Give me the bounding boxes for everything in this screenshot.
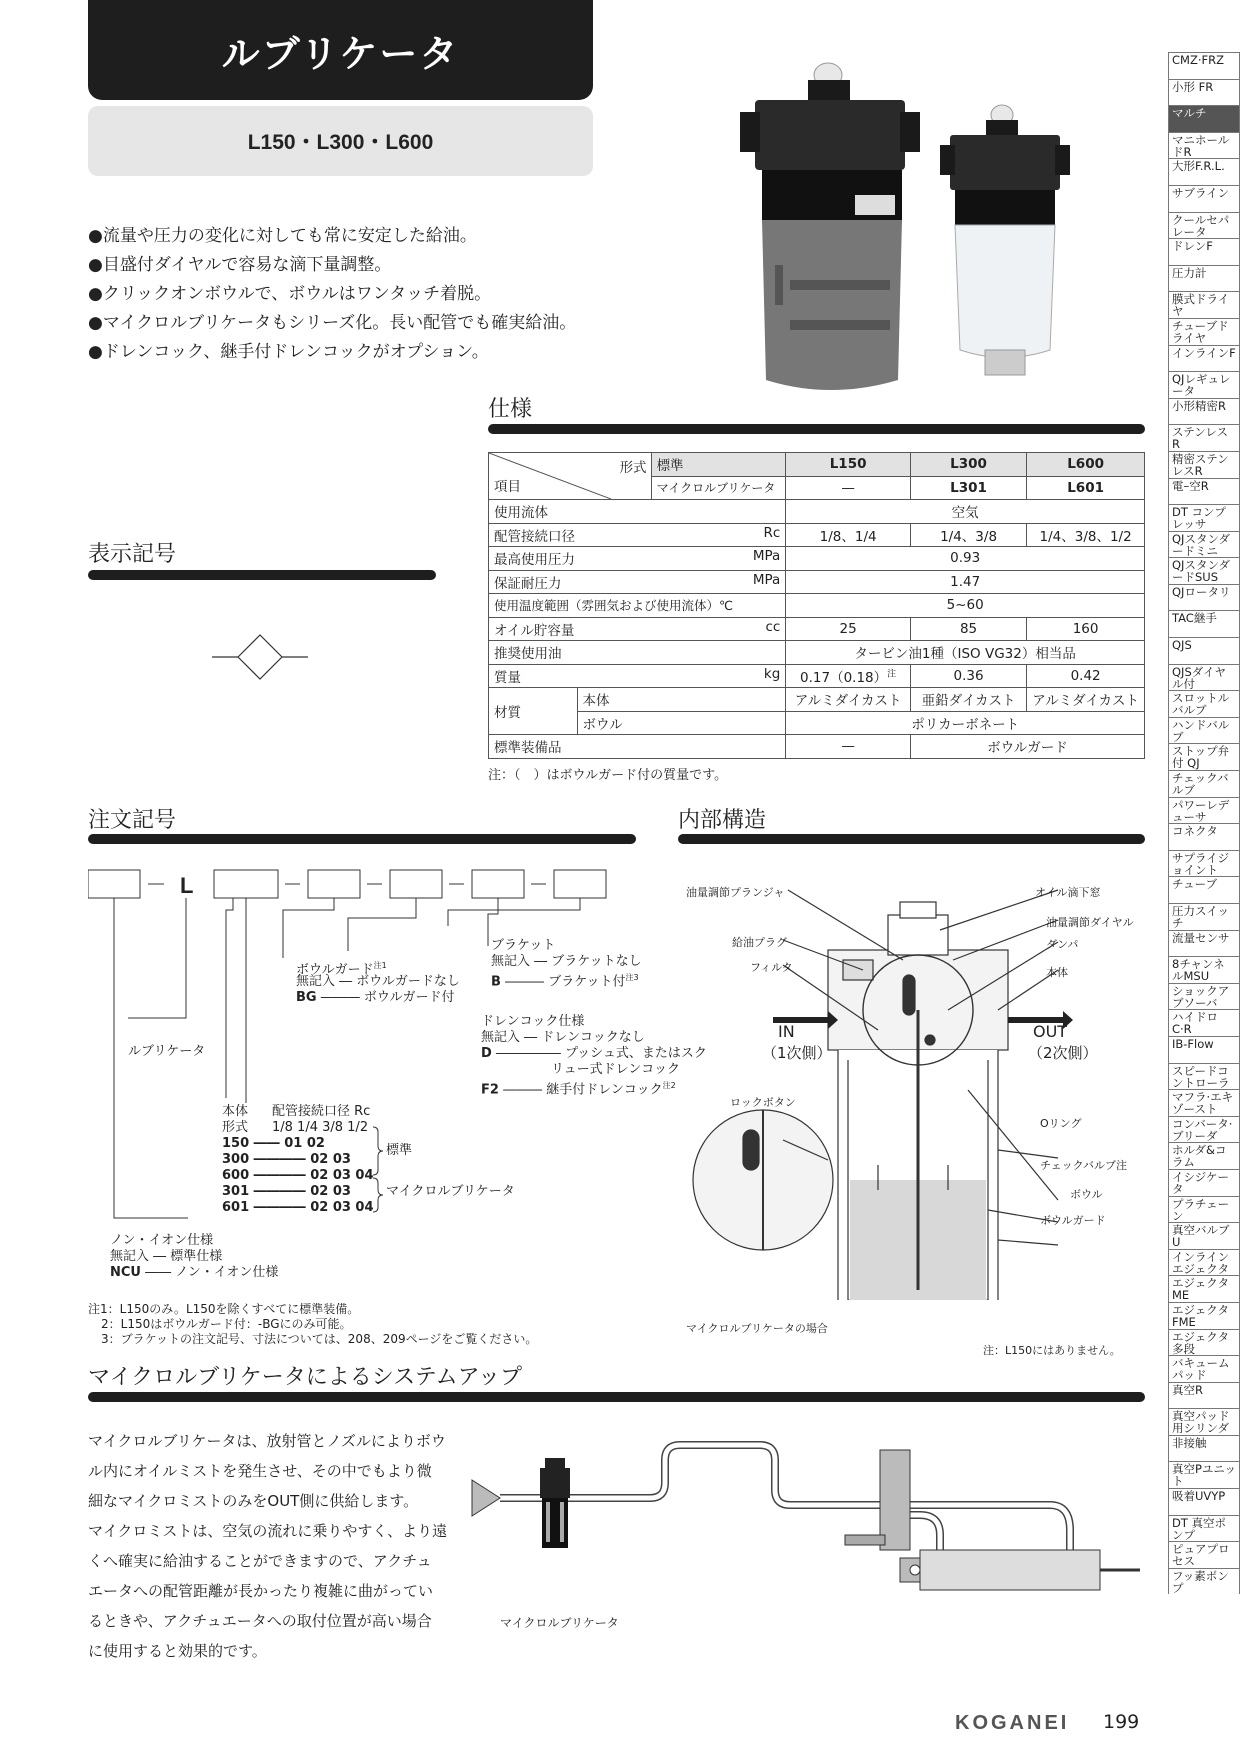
mass-note-mark: 注 bbox=[887, 669, 897, 680]
drain-none-key: 無記入 bbox=[481, 1030, 521, 1045]
model-l300: L300 bbox=[910, 453, 1026, 477]
side-index-tab[interactable]: ハンドバルブ bbox=[1168, 717, 1240, 744]
spec-corner-cell bbox=[489, 453, 652, 500]
oil-capacity-label: オイル貯容量 bbox=[494, 622, 575, 639]
bracket-title: ブラケット bbox=[491, 938, 556, 953]
system-text-line: マイクロルブリケータは、放射管とノズルによりボウ bbox=[88, 1432, 446, 1450]
side-index-tab[interactable]: ハイドロC·R bbox=[1168, 1009, 1240, 1036]
nonion-none-key: 無記入 bbox=[110, 1249, 150, 1264]
order-note: 2：L150はボウルガード付：-BGにのみ可能。 bbox=[101, 1317, 352, 1331]
lubricator-symbol bbox=[210, 625, 310, 695]
side-index-tab[interactable]: エジェクタFME bbox=[1168, 1302, 1240, 1329]
side-index-tab[interactable]: パワーレデューサ bbox=[1168, 797, 1240, 824]
row-301: 301 ―――― 02 03 bbox=[222, 1184, 351, 1199]
label-micro-case: マイクロルブリケータの場合 bbox=[686, 1322, 828, 1335]
side-index-tab[interactable]: マフラ·エキゾースト bbox=[1168, 1089, 1240, 1116]
side-index-tab[interactable]: ホルダ&コラム bbox=[1168, 1142, 1240, 1169]
mass-label: 質量 bbox=[494, 669, 521, 686]
side-index-tab[interactable]: チェックバルブ bbox=[1168, 770, 1240, 797]
side-index-tab[interactable]: コンバータ·ブリーダ bbox=[1168, 1116, 1240, 1143]
order-code-text bbox=[88, 868, 707, 1298]
page-number: 199 bbox=[1103, 1711, 1140, 1733]
lubricator-small-image bbox=[940, 105, 1070, 375]
std-equip-label: 標準装備品 bbox=[489, 735, 786, 759]
material-body-label: 本体 bbox=[577, 688, 786, 712]
lubricator-large-image bbox=[740, 63, 920, 390]
fluid-value: 空気 bbox=[786, 500, 1145, 524]
side-index-tab[interactable]: エジェクタ多段 bbox=[1168, 1329, 1240, 1356]
nonion-none-val: 標準仕様 bbox=[170, 1249, 223, 1264]
page-title: ルブリケータ bbox=[88, 0, 593, 100]
guard-none-key: 無記入 bbox=[296, 974, 336, 989]
label-window: オイル滴下窓 bbox=[1035, 886, 1101, 899]
row-300: 300 ―――― 02 03 bbox=[222, 1152, 351, 1167]
max-pressure-value: 0.93 bbox=[786, 547, 1145, 571]
label-lock: ロックボタン bbox=[730, 1096, 796, 1109]
oil-capacity-cell bbox=[489, 617, 786, 641]
row-600-model: 600 bbox=[222, 1168, 250, 1183]
row-300-ports: 02 03 bbox=[310, 1152, 351, 1167]
side-index-tab[interactable]: ドレンF bbox=[1168, 238, 1240, 265]
oil-capacity-l300: 85 bbox=[910, 617, 1026, 641]
side-index-tab[interactable]: CMZ·FRZ bbox=[1168, 52, 1240, 79]
guard-bg-key: BG bbox=[296, 990, 317, 1005]
row-150: 150 ―― 01 02 bbox=[222, 1136, 325, 1151]
side-index-tab[interactable]: QJスタンダードミニ bbox=[1168, 531, 1240, 558]
side-index bbox=[1168, 52, 1240, 1594]
drain-f2: F2 ――― 継手付ドレンコック$^{注2}$ bbox=[481, 1081, 676, 1098]
port-l150: 1/8、1/4 bbox=[786, 523, 911, 547]
max-pressure-label: 最高使用圧力 bbox=[494, 552, 575, 569]
system-heading: マイクロルブリケータによるシステムアップ bbox=[88, 1365, 523, 1390]
side-index-tab[interactable]: ショックアブソーバ bbox=[1168, 983, 1240, 1010]
order-heading: 注文記号 bbox=[88, 808, 177, 833]
side-index-tab[interactable]: 真空パッド用シリンダ bbox=[1168, 1408, 1240, 1435]
drain-f2-val: 継手付ドレンコック bbox=[546, 1082, 663, 1098]
side-index-tab[interactable]: サブライン bbox=[1168, 185, 1240, 212]
mass-l150-value: 0.17（0.18） bbox=[800, 669, 888, 686]
bracket-none: 無記入 ― ブラケットなし bbox=[491, 954, 642, 969]
label-bowl: ボウル bbox=[1070, 1188, 1103, 1201]
side-index-tab[interactable]: 小形 FR bbox=[1168, 79, 1240, 106]
port-unit: Rc bbox=[763, 524, 781, 541]
bracket-none-val: ブラケットなし bbox=[551, 954, 642, 969]
body-hdr: 本体 bbox=[222, 1104, 249, 1119]
structure-labels bbox=[678, 860, 1145, 1357]
row-601: 601 ―――― 02 03 04 bbox=[222, 1200, 374, 1215]
label-damper: ダンパ bbox=[1046, 938, 1079, 951]
system-text-line: エータへの配管距離が長かったり複雑に曲がってい bbox=[88, 1582, 434, 1600]
side-index-tab[interactable]: 膜式ドライヤ bbox=[1168, 291, 1240, 318]
system-text-line: ル内にオイルミストを発生させ、その中でもより微 bbox=[88, 1462, 432, 1480]
side-index-tab[interactable]: 真空バルブU bbox=[1168, 1222, 1240, 1249]
port-sizes: 1/8 1/4 3/8 1/2 bbox=[272, 1120, 369, 1135]
bracket-none-key: 無記入 bbox=[491, 954, 531, 969]
side-index-tab[interactable]: 非接触 bbox=[1168, 1435, 1240, 1462]
guard-none-val: ボウルガードなし bbox=[356, 974, 460, 989]
row-601-model: 601 bbox=[222, 1200, 250, 1215]
side-index-tab[interactable]: 圧力スイッチ bbox=[1168, 903, 1240, 930]
drain-none: 無記入 ― ドレンコックなし bbox=[481, 1030, 645, 1045]
row-150-ports: 01 02 bbox=[284, 1136, 325, 1151]
mass-l300: 0.36 bbox=[910, 664, 1026, 688]
material-label: 材質 bbox=[489, 688, 578, 735]
label-in: IN bbox=[778, 1022, 795, 1041]
material-body-l600: アルミダイカスト bbox=[1027, 688, 1145, 712]
structure-heading-bar bbox=[678, 834, 1145, 844]
label-check: チェックバルブ注 bbox=[1040, 1159, 1128, 1172]
side-index-tab[interactable]: バキュームパッド bbox=[1168, 1355, 1240, 1382]
order-heading-bar bbox=[88, 834, 636, 844]
mass-l600: 0.42 bbox=[1027, 664, 1145, 688]
model-subtitle: L150・L300・L600 bbox=[88, 106, 593, 176]
max-pressure-cell bbox=[489, 547, 786, 571]
order-letter-l: L bbox=[180, 873, 194, 898]
hdr-standard: 標準 bbox=[651, 453, 786, 477]
side-index-tab[interactable]: マニホールドR bbox=[1168, 132, 1240, 159]
brand-logo: KOGANEI bbox=[955, 1712, 1070, 1734]
proof-pressure-unit: MPa bbox=[752, 571, 781, 588]
side-index-tab[interactable]: TAC継手 bbox=[1168, 610, 1240, 637]
side-index-tab[interactable]: QJS bbox=[1168, 637, 1240, 664]
temp-label: 使用温度範囲（雰囲気および使用流体）℃ bbox=[489, 594, 786, 618]
oil-value: タービン油1種（ISO VG32）相当品 bbox=[786, 641, 1145, 665]
side-index-tab[interactable]: スロットルバルブ bbox=[1168, 690, 1240, 717]
system-text-line: に使用すると効果的です。 bbox=[88, 1642, 267, 1660]
micro-l150: — bbox=[786, 476, 911, 500]
proof-pressure-cell bbox=[489, 570, 786, 594]
side-index-tab[interactable]: コネクタ bbox=[1168, 823, 1240, 850]
side-index-tab[interactable]: フッ素ポンプ bbox=[1168, 1568, 1240, 1595]
side-index-tab[interactable]: インラインF bbox=[1168, 345, 1240, 372]
feature-item: ●目盛付ダイヤルで容易な滴下量調整。 bbox=[88, 255, 392, 275]
side-index-tab[interactable]: 電–空R bbox=[1168, 478, 1240, 505]
label-in2: （1次側） bbox=[762, 1044, 832, 1062]
feature-item: ●ドレンコック、継手付ドレンコックがオプション。 bbox=[88, 342, 489, 362]
label-filter: フィルタ bbox=[750, 961, 793, 974]
drain-d: D ――――― プッシュ式、またはスク bbox=[481, 1046, 707, 1061]
micro-l301: L301 bbox=[910, 476, 1026, 500]
row-600: 600 ―――― 02 03 04 bbox=[222, 1168, 374, 1183]
port-label-cell bbox=[489, 523, 786, 547]
proof-pressure-label: 保証耐圧力 bbox=[494, 575, 562, 592]
material-body-l150: アルミダイカスト bbox=[786, 688, 911, 712]
spec-table bbox=[488, 452, 1145, 759]
model-l150: L150 bbox=[786, 453, 911, 477]
system-diagram bbox=[470, 1440, 1160, 1610]
drain-title: ドレンコック仕様 bbox=[481, 1014, 585, 1029]
mass-unit: kg bbox=[763, 665, 781, 682]
side-index-tab[interactable]: ストップ弁付 QJ bbox=[1168, 743, 1240, 770]
side-index-tab[interactable]: 流量センサ bbox=[1168, 930, 1240, 957]
nonion-ncu-key: NCU bbox=[110, 1265, 141, 1280]
port-l300: 1/4、3/8 bbox=[910, 523, 1026, 547]
drain-f2-key: F2 bbox=[481, 1082, 499, 1098]
side-index-tab[interactable]: 大形F.R.L. bbox=[1168, 158, 1240, 185]
drain-none-val: ドレンコックなし bbox=[541, 1030, 645, 1045]
lubricator-label: ルブリケータ bbox=[128, 1044, 206, 1059]
model-l600: L600 bbox=[1027, 453, 1145, 477]
spec-heading: 仕様 bbox=[488, 397, 533, 422]
material-body-l300: 亜鉛ダイカスト bbox=[910, 688, 1026, 712]
system-heading-bar bbox=[88, 1392, 1145, 1402]
structure-heading: 内部構造 bbox=[678, 808, 767, 833]
row-301-ports: 02 03 bbox=[310, 1184, 351, 1199]
label-plug: 給油プラグ bbox=[732, 936, 787, 949]
side-index-tab[interactable]: 真空Pユニット bbox=[1168, 1461, 1240, 1488]
order-notes bbox=[88, 1302, 648, 1347]
side-index-tab[interactable]: 真空R bbox=[1168, 1382, 1240, 1409]
side-index-tab[interactable]: クールセパレータ bbox=[1168, 212, 1240, 239]
row-301-model: 301 bbox=[222, 1184, 250, 1199]
side-index-tab[interactable]: DT コンプレッサ bbox=[1168, 504, 1240, 531]
label-out: OUT bbox=[1033, 1022, 1068, 1041]
drain-d-val1: プッシュ式、またはスク bbox=[565, 1046, 707, 1061]
proof-pressure-value: 1.47 bbox=[786, 570, 1145, 594]
std-label: 標準 bbox=[386, 1143, 413, 1158]
side-index-tab[interactable]: インラインエジェクタ bbox=[1168, 1249, 1240, 1276]
std-equip-l150: — bbox=[786, 735, 911, 759]
micro-lubricator-image bbox=[540, 1458, 570, 1548]
side-index-tab[interactable]: マルチ bbox=[1168, 105, 1240, 132]
side-index-tab[interactable]: スピードコントローラ bbox=[1168, 1063, 1240, 1090]
side-index-tab[interactable]: 吸着UVYP bbox=[1168, 1488, 1240, 1515]
body-hdr2: 形式 bbox=[222, 1120, 249, 1135]
nonion-none: 無記入 ― 標準仕様 bbox=[110, 1249, 223, 1264]
guard-title-note: 注1 bbox=[373, 961, 387, 970]
material-bowl-value: ポリカーボネート bbox=[786, 711, 1145, 735]
system-text-line: くへ確実に給油することができますので、アクチュ bbox=[88, 1552, 432, 1570]
bracket-b: B ――― ブラケット付$^{注3}$ bbox=[491, 973, 639, 990]
hdr-micro: マイクロルブリケータ bbox=[651, 476, 786, 500]
oil-capacity-l600: 160 bbox=[1027, 617, 1145, 641]
system-text-line: マイクロミストは、空気の流れに乗りやすく、より遠 bbox=[88, 1522, 448, 1540]
label-plunger: 油量調節プランジャ bbox=[686, 886, 785, 899]
system-text-line: るときや、アクチュエータへの取付位置が高い場合 bbox=[88, 1612, 432, 1630]
mass-l150 bbox=[786, 664, 911, 688]
side-index-tab[interactable]: サプライジョイント bbox=[1168, 850, 1240, 877]
nonion-ncu-val: ノン・イオン仕様 bbox=[175, 1265, 279, 1280]
port-l600: 1/4、3/8、1/2 bbox=[1027, 523, 1145, 547]
bracket-b-key: B bbox=[491, 974, 501, 990]
drain-d-key: D bbox=[481, 1046, 492, 1061]
guard-none: 無記入 ― ボウルガードなし bbox=[296, 974, 460, 989]
label-body: 本体 bbox=[1046, 966, 1068, 979]
nonion-title: ノン・イオン仕様 bbox=[110, 1233, 214, 1248]
feature-item: ●マイクロルブリケータもシリーズ化。長い配管でも確実給油。 bbox=[88, 313, 577, 333]
side-index-tab[interactable]: ピュアプロセス bbox=[1168, 1541, 1240, 1568]
std-equip-others: ボウルガード bbox=[910, 735, 1144, 759]
side-index-tab[interactable]: QJSダイヤル付 bbox=[1168, 664, 1240, 691]
oil-label: 推奨使用油 bbox=[489, 641, 786, 665]
label-oring: Oリング bbox=[1040, 1117, 1082, 1130]
max-pressure-unit: MPa bbox=[752, 548, 781, 565]
side-index-tab[interactable]: チューブドライヤ bbox=[1168, 318, 1240, 345]
oil-capacity-unit: cc bbox=[765, 618, 781, 635]
spec-note: 注：（ ）はボウルガード付の質量です。 bbox=[488, 768, 728, 783]
side-index-tab[interactable]: DT 真空ポンプ bbox=[1168, 1515, 1240, 1542]
row-600-ports: 02 03 04 bbox=[310, 1168, 374, 1183]
guard-bg-val: ボウルガード付 bbox=[363, 990, 455, 1005]
label-structure-note: 注：L150にはありません。 bbox=[983, 1344, 1121, 1357]
label-dial: 油量調節ダイヤル bbox=[1046, 916, 1134, 929]
side-index-tab[interactable]: エジェクタME bbox=[1168, 1275, 1240, 1302]
bracket-b-val: ブラケット付 bbox=[548, 974, 626, 990]
side-index-tab[interactable]: QJレギュレータ bbox=[1168, 371, 1240, 398]
temp-value: 5~60 bbox=[786, 594, 1145, 618]
side-index-tab[interactable]: IB-Flow bbox=[1168, 1036, 1240, 1063]
product-photo bbox=[740, 50, 1140, 400]
nonion-ncu: NCU ―― ノン・イオン仕様 bbox=[110, 1265, 279, 1280]
micro-l601: L601 bbox=[1027, 476, 1145, 500]
side-index-tab[interactable]: 精密ステンレスR bbox=[1168, 451, 1240, 478]
side-index-tab[interactable]: 圧力計 bbox=[1168, 265, 1240, 292]
guard-bg: BG ――― ボウルガード付 bbox=[296, 990, 455, 1005]
drain-f2-note: 注2 bbox=[662, 1081, 676, 1090]
system-text-line: 細なマイクロミストのみをOUT側に供給します。 bbox=[88, 1492, 419, 1510]
side-index-tab[interactable]: 小形精密R bbox=[1168, 398, 1240, 425]
port-hdr: 配管接続口径 Rc bbox=[272, 1104, 371, 1119]
material-bowl-label: ボウル bbox=[577, 711, 786, 735]
micro-lubricator-caption: マイクロルブリケータ bbox=[500, 1616, 619, 1630]
hdr-keishiki: 形式 bbox=[619, 460, 647, 476]
side-index-tab[interactable]: ステンレスR bbox=[1168, 424, 1240, 451]
symbol-heading: 表示記号 bbox=[88, 542, 177, 567]
symbol-heading-bar bbox=[88, 570, 436, 580]
order-note: 3：ブラケットの注文記号、寸法については、208、209ページをご覧ください。 bbox=[101, 1332, 538, 1346]
side-index-tab[interactable]: 8チャンネルMSU bbox=[1168, 956, 1240, 983]
hdr-koumoku: 項目 bbox=[494, 479, 521, 495]
mass-cell bbox=[489, 664, 786, 688]
system-text bbox=[88, 1426, 478, 1666]
side-index-tab[interactable]: チューブ bbox=[1168, 876, 1240, 903]
spec-heading-bar bbox=[488, 424, 1145, 434]
row-601-ports: 02 03 04 bbox=[310, 1200, 374, 1215]
micro-label: マイクロルブリケータ bbox=[386, 1184, 515, 1199]
feature-item: ●流量や圧力の変化に対しても常に安定した給油。 bbox=[88, 226, 477, 246]
side-index-tab[interactable]: プラチェーン bbox=[1168, 1196, 1240, 1223]
drain-d-val2: リュー式ドレンコック bbox=[551, 1062, 681, 1077]
label-guard: ボウルガード bbox=[1040, 1214, 1106, 1227]
fluid-label: 使用流体 bbox=[489, 500, 786, 524]
guard-title-text: ボウルガード bbox=[296, 962, 374, 978]
feature-list bbox=[88, 222, 608, 367]
row-150-model: 150 bbox=[222, 1136, 250, 1151]
bracket-b-note: 注3 bbox=[625, 973, 639, 982]
side-index-tab[interactable]: QJロータリ bbox=[1168, 584, 1240, 611]
port-label: 配管接続口径 bbox=[494, 528, 575, 545]
feature-item: ●クリックオンボウルで、ボウルはワンタッチ着脱。 bbox=[88, 284, 492, 304]
label-out2: （2次側） bbox=[1028, 1044, 1098, 1062]
side-index-tab[interactable]: QJスタンダードSUS bbox=[1168, 557, 1240, 584]
oil-capacity-l150: 25 bbox=[786, 617, 911, 641]
order-note: 注1：L150のみ。L150を除くすべてに標準装備。 bbox=[88, 1302, 360, 1316]
row-300-model: 300 bbox=[222, 1152, 250, 1167]
side-index-tab[interactable]: イシジケータ bbox=[1168, 1169, 1240, 1196]
